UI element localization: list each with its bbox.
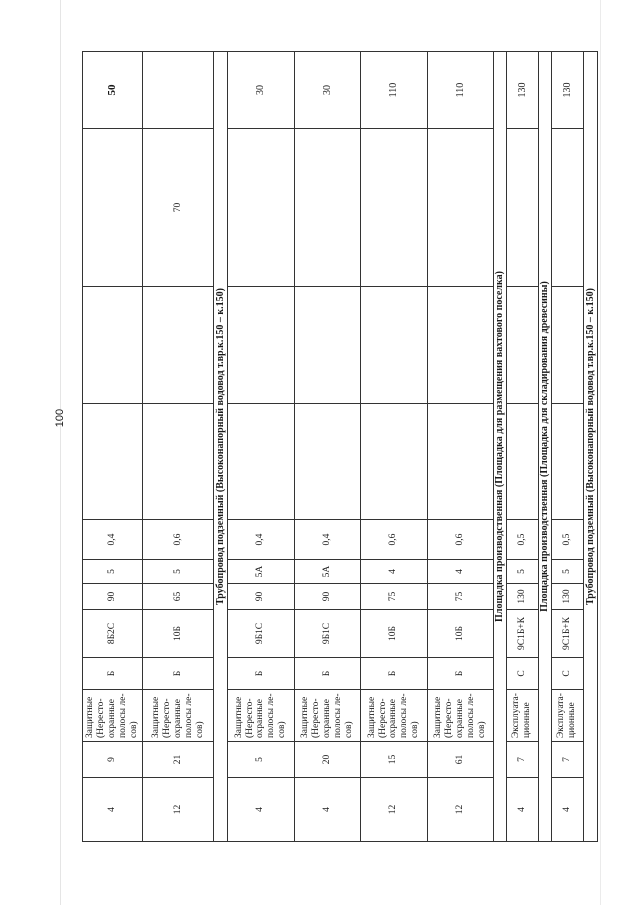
cell <box>143 404 214 520</box>
cell: Б <box>427 658 494 690</box>
cell: Защитные (Нересто-охранные полосы ле-сов) <box>228 690 295 742</box>
cell: 9 <box>83 742 143 778</box>
cell: 9С1Б+К <box>551 610 583 658</box>
cell <box>427 287 494 404</box>
cell: С <box>506 658 538 690</box>
cell <box>83 287 143 404</box>
scan-artifact-line <box>600 0 601 905</box>
table-row <box>427 52 494 842</box>
cell: 0,6 <box>143 520 214 560</box>
table-row <box>143 52 214 842</box>
cell: 0,5 <box>506 520 538 560</box>
cell <box>551 404 583 520</box>
cell: 0,5 <box>551 520 583 560</box>
section-row <box>583 52 597 842</box>
cell <box>143 287 214 404</box>
table-row <box>361 52 428 842</box>
cell <box>228 129 295 287</box>
table-row <box>228 52 295 842</box>
cell <box>361 287 428 404</box>
cell: Б <box>143 658 214 690</box>
cell: 4 <box>427 560 494 584</box>
cell: Б <box>294 658 361 690</box>
cell: 20 <box>294 742 361 778</box>
cell: 0,6 <box>361 520 428 560</box>
section-row <box>539 52 552 842</box>
cell: Б <box>361 658 428 690</box>
section-heading: Трубопровод подземный (Высоконапорный водовод т.вр.к.150 – к.150) <box>583 52 597 842</box>
cell: 5 <box>143 560 214 584</box>
cell: 50 <box>83 52 143 129</box>
cell: 30 <box>294 52 361 129</box>
cell: 4 <box>551 778 583 842</box>
cell: 75 <box>361 584 428 610</box>
cell: 70 <box>143 129 214 287</box>
cell <box>551 287 583 404</box>
cell: 9Б1С <box>294 610 361 658</box>
cell: Эксплуата-ционные <box>506 690 538 742</box>
cell: Защитные (Нересто-охранные полосы ле-сов) <box>361 690 428 742</box>
cell <box>143 52 214 129</box>
section-heading: Площадка производственная (Площадка для размещения вахтового поселка) <box>494 52 507 842</box>
table-row <box>551 52 583 842</box>
cell: 110 <box>427 52 494 129</box>
cell: 4 <box>228 778 295 842</box>
cell: 9Б1С <box>228 610 295 658</box>
cell: Защитные (Нересто-охранные полосы ле-сов) <box>83 690 143 742</box>
page-number-text: 100 <box>54 408 66 428</box>
cell: 30 <box>228 52 295 129</box>
cell: 7 <box>506 742 538 778</box>
cell: 61 <box>427 742 494 778</box>
cell <box>83 404 143 520</box>
table-row <box>506 52 538 842</box>
cell <box>506 404 538 520</box>
cell: 5 <box>506 560 538 584</box>
cell: 0,4 <box>83 520 143 560</box>
forest-inventory-table <box>82 51 598 842</box>
cell: 5А <box>228 560 295 584</box>
cell: 75 <box>427 584 494 610</box>
section-row <box>494 52 507 842</box>
cell <box>506 129 538 287</box>
cell: 110 <box>361 52 428 129</box>
cell: 12 <box>427 778 494 842</box>
cell <box>551 129 583 287</box>
cell: 21 <box>143 742 214 778</box>
cell: 7 <box>551 742 583 778</box>
cell: 90 <box>83 584 143 610</box>
cell: 90 <box>228 584 295 610</box>
cell: 0,6 <box>427 520 494 560</box>
cell: 130 <box>551 52 583 129</box>
rotated-table-canvas <box>82 52 598 842</box>
cell: 4 <box>361 560 428 584</box>
cell: Б <box>83 658 143 690</box>
cell: Защитные (Нересто-охранные полосы ле-сов) <box>294 690 361 742</box>
cell: 10Б <box>361 610 428 658</box>
cell <box>294 129 361 287</box>
cell: 4 <box>294 778 361 842</box>
section-heading: Трубопровод подземный (Высоконапорный водовод т.вр.к.150 – к.150) <box>214 52 228 842</box>
table-row <box>294 52 361 842</box>
cell: 130 <box>551 584 583 610</box>
cell <box>427 129 494 287</box>
cell: С <box>551 658 583 690</box>
cell: 65 <box>143 584 214 610</box>
cell: 12 <box>361 778 428 842</box>
cell: 9С1Б+К <box>506 610 538 658</box>
cell: 90 <box>294 584 361 610</box>
cell: 10Б <box>143 610 214 658</box>
cell: 10Б <box>427 610 494 658</box>
section-heading: Площадка производственная (Площадка для складирования древесины) <box>539 52 552 842</box>
cell <box>361 404 428 520</box>
cell <box>294 404 361 520</box>
cell <box>294 287 361 404</box>
cell: 4 <box>83 778 143 842</box>
cell: Эксплуата-ционные <box>551 690 583 742</box>
cell: 130 <box>506 52 538 129</box>
cell <box>83 129 143 287</box>
cell: 5 <box>83 560 143 584</box>
cell: 15 <box>361 742 428 778</box>
cell: 5 <box>551 560 583 584</box>
cell <box>506 287 538 404</box>
cell <box>427 404 494 520</box>
rotated-table-wrapper <box>82 52 598 842</box>
cell: Защитные (Нересто-охранные полосы ле-сов) <box>143 690 214 742</box>
cell: 4 <box>506 778 538 842</box>
cell: 5А <box>294 560 361 584</box>
section-row <box>214 52 228 842</box>
cell <box>361 129 428 287</box>
cell <box>228 287 295 404</box>
cell: Б <box>228 658 295 690</box>
scan-artifact-line <box>60 0 61 905</box>
cell: 12 <box>143 778 214 842</box>
cell: 0,4 <box>228 520 295 560</box>
cell <box>228 404 295 520</box>
cell: 0,4 <box>294 520 361 560</box>
cell: Защитные (Нересто-охранные полосы ле-сов) <box>427 690 494 742</box>
table-row <box>83 52 143 842</box>
cell: 5 <box>228 742 295 778</box>
cell: 130 <box>506 584 538 610</box>
cell: 8Б2С <box>83 610 143 658</box>
